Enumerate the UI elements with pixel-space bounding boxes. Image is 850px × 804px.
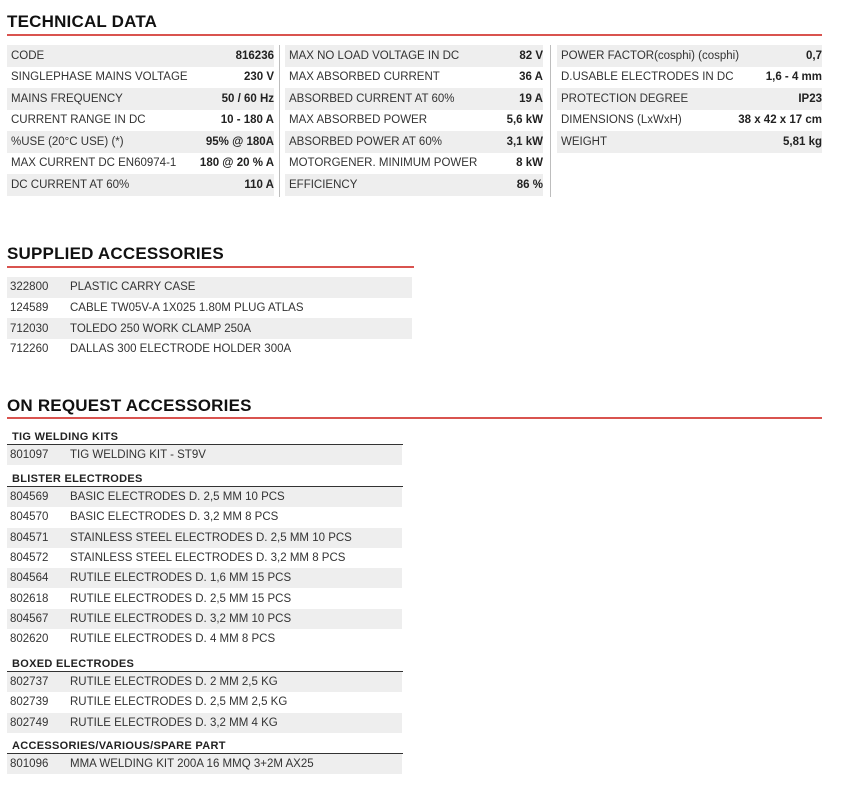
spec-row — [7, 131, 274, 153]
spec-label: ABSORBED CURRENT AT 60% — [289, 92, 455, 105]
accessory-description: RUTILE ELECTRODES D. 3,2 MM 4 KG — [70, 716, 278, 729]
accessory-code: 801097 — [10, 449, 49, 462]
spec-value: 50 / 60 Hz — [221, 92, 274, 105]
accessory-code: 804570 — [10, 511, 49, 524]
accessory-row — [7, 692, 402, 712]
supplied-accessories-list — [7, 277, 412, 360]
accessory-group-title: ACCESSORIES/VARIOUS/SPARE PART — [12, 740, 226, 752]
accessory-code: 802739 — [10, 696, 49, 709]
spec-label: POWER FACTOR(cosphi) (cosphi) — [561, 49, 740, 62]
spec-value: 5,81 kg — [783, 135, 822, 148]
accessory-group-title: BOXED ELECTRODES — [12, 658, 135, 670]
spec-row — [557, 45, 822, 67]
accessory-row — [7, 445, 402, 465]
spec-label: WEIGHT — [561, 135, 607, 148]
spec-label: EFFICIENCY — [289, 178, 358, 191]
accessory-code: 802620 — [10, 633, 49, 646]
spec-label: SINGLEPHASE MAINS VOLTAGE — [11, 71, 188, 84]
spec-value: 1,6 - 4 mm — [765, 71, 822, 84]
spec-row — [285, 67, 543, 89]
spec-label: MAX CURRENT DC EN60974-1 — [11, 157, 177, 170]
accessory-group-title: BLISTER ELECTRODES — [12, 473, 143, 485]
accessory-description: BASIC ELECTRODES D. 2,5 MM 10 PCS — [70, 491, 285, 504]
technical-column-3 — [557, 45, 822, 153]
spec-label: MAX ABSORBED POWER — [289, 114, 428, 127]
column-divider — [279, 45, 280, 197]
accessory-group-list — [7, 487, 402, 649]
accessory-code: 712030 — [10, 322, 49, 335]
spec-value: 3,1 kW — [506, 135, 543, 148]
spec-row — [7, 174, 274, 196]
spec-row — [285, 45, 543, 67]
spec-value: 38 x 42 x 17 cm — [738, 114, 822, 127]
accessory-description: RUTILE ELECTRODES D. 1,6 MM 15 PCS — [70, 572, 292, 585]
spec-value: 5,6 kW — [506, 114, 543, 127]
accessory-row — [7, 629, 402, 649]
accessory-row — [7, 318, 412, 339]
column-divider — [550, 45, 551, 197]
spec-label: MAX ABSORBED CURRENT — [289, 71, 440, 84]
spec-row — [285, 153, 543, 175]
accessory-row — [7, 298, 412, 319]
accessory-row — [7, 339, 412, 360]
spec-row — [285, 174, 543, 196]
accessory-row — [7, 754, 402, 774]
spec-row — [557, 131, 822, 153]
accessory-code: 712260 — [10, 343, 49, 356]
accessory-row — [7, 588, 402, 608]
spec-label: CURRENT RANGE IN DC — [11, 114, 146, 127]
accessory-description: TIG WELDING KIT - ST9V — [70, 449, 206, 462]
accessory-row — [7, 277, 412, 298]
accessory-row — [7, 713, 402, 733]
spec-label: D.USABLE ELECTRODES IN DC — [561, 71, 734, 84]
accessory-group-list — [7, 754, 402, 774]
spec-row — [7, 153, 274, 175]
on-request-accessories-title: ON REQUEST ACCESSORIES — [7, 396, 252, 415]
accessory-group-list — [7, 672, 402, 733]
technical-data-table — [7, 45, 822, 197]
spec-label: DIMENSIONS (LxWxH) — [561, 114, 682, 127]
spec-value: 230 V — [243, 71, 274, 84]
accessory-description: MMA WELDING KIT 200A 16 MMQ 3+2M AX25 — [70, 758, 314, 771]
spec-label: MOTORGENER. MINIMUM POWER — [289, 157, 478, 170]
accessory-code: 804567 — [10, 612, 49, 625]
spec-value: 816236 — [235, 49, 274, 62]
spec-value: 36 A — [519, 71, 543, 84]
accessory-row — [7, 548, 402, 568]
accessory-description: TOLEDO 250 WORK CLAMP 250A — [70, 322, 252, 335]
technical-data-title: TECHNICAL DATA — [7, 12, 158, 31]
supplied-accessories-rule — [7, 266, 414, 268]
accessory-code: 804569 — [10, 491, 49, 504]
technical-column-2 — [285, 45, 543, 196]
spec-value: 110 A — [244, 178, 274, 191]
accessory-description: STAINLESS STEEL ELECTRODES D. 3,2 MM 8 PCS — [70, 552, 346, 565]
spec-value: IP23 — [798, 92, 822, 105]
accessory-code: 804564 — [10, 572, 49, 585]
spec-value: 86 % — [516, 178, 543, 191]
spec-value: 95% @ 180A — [205, 135, 274, 148]
accessory-description: RUTILE ELECTRODES D. 3,2 MM 10 PCS — [70, 612, 292, 625]
spec-row — [557, 88, 822, 110]
accessory-description: RUTILE ELECTRODES D. 2 MM 2,5 KG — [70, 676, 278, 689]
spec-row — [285, 88, 543, 110]
spec-label: MAINS FREQUENCY — [11, 92, 123, 105]
supplied-accessories-title: SUPPLIED ACCESSORIES — [7, 244, 224, 263]
accessory-description: DALLAS 300 ELECTRODE HOLDER 300A — [70, 343, 292, 356]
accessory-code: 124589 — [10, 302, 49, 315]
accessory-code: 802618 — [10, 592, 49, 605]
technical-data-rule — [7, 34, 822, 36]
accessory-code: 804572 — [10, 552, 49, 565]
accessory-row — [7, 609, 402, 629]
accessory-description: RUTILE ELECTRODES D. 2,5 MM 2,5 KG — [70, 696, 288, 709]
accessory-description: STAINLESS STEEL ELECTRODES D. 2,5 MM 10 PCS — [70, 531, 352, 544]
spec-label: ABSORBED POWER AT 60% — [289, 135, 442, 148]
spec-row — [7, 88, 274, 110]
spec-row — [7, 110, 274, 132]
on-request-accessories-rule — [7, 417, 822, 419]
spec-label: %USE (20°C USE) (*) — [11, 135, 124, 148]
spec-value: 10 - 180 A — [220, 114, 274, 127]
accessory-row — [7, 672, 402, 692]
accessory-description: PLASTIC CARRY CASE — [70, 281, 196, 294]
spec-row — [7, 67, 274, 89]
spec-row — [285, 110, 543, 132]
accessory-row — [7, 568, 402, 588]
accessory-group-list — [7, 445, 402, 465]
accessory-description: RUTILE ELECTRODES D. 4 MM 8 PCS — [70, 633, 276, 646]
spec-label: DC CURRENT AT 60% — [11, 178, 130, 191]
spec-row — [557, 67, 822, 89]
spec-value: 0,7 — [806, 49, 822, 62]
accessory-code: 801096 — [10, 758, 49, 771]
spec-value: 19 A — [519, 92, 543, 105]
accessory-description: RUTILE ELECTRODES D. 2,5 MM 15 PCS — [70, 592, 292, 605]
accessory-code: 804571 — [10, 531, 49, 544]
accessory-code: 802749 — [10, 716, 49, 729]
accessory-code: 802737 — [10, 676, 49, 689]
accessory-description: BASIC ELECTRODES D. 3,2 MM 8 PCS — [70, 511, 279, 524]
spec-value: 82 V — [519, 49, 543, 62]
spec-row — [285, 131, 543, 153]
spec-value: 180 @ 20 % A — [199, 157, 274, 170]
accessory-group-title: TIG WELDING KITS — [12, 431, 119, 443]
spec-row — [7, 45, 274, 67]
accessory-description: CABLE TW05V-A 1X025 1.80M PLUG ATLAS — [70, 302, 304, 315]
accessory-row — [7, 487, 402, 507]
technical-column-1 — [7, 45, 274, 196]
spec-label: MAX NO LOAD VOLTAGE IN DC — [289, 49, 460, 62]
accessory-code: 322800 — [10, 281, 49, 294]
spec-label: PROTECTION DEGREE — [561, 92, 689, 105]
spec-label: CODE — [11, 49, 45, 62]
accessory-row — [7, 507, 402, 527]
spec-row — [557, 110, 822, 132]
spec-value: 8 kW — [516, 157, 543, 170]
accessory-row — [7, 528, 402, 548]
